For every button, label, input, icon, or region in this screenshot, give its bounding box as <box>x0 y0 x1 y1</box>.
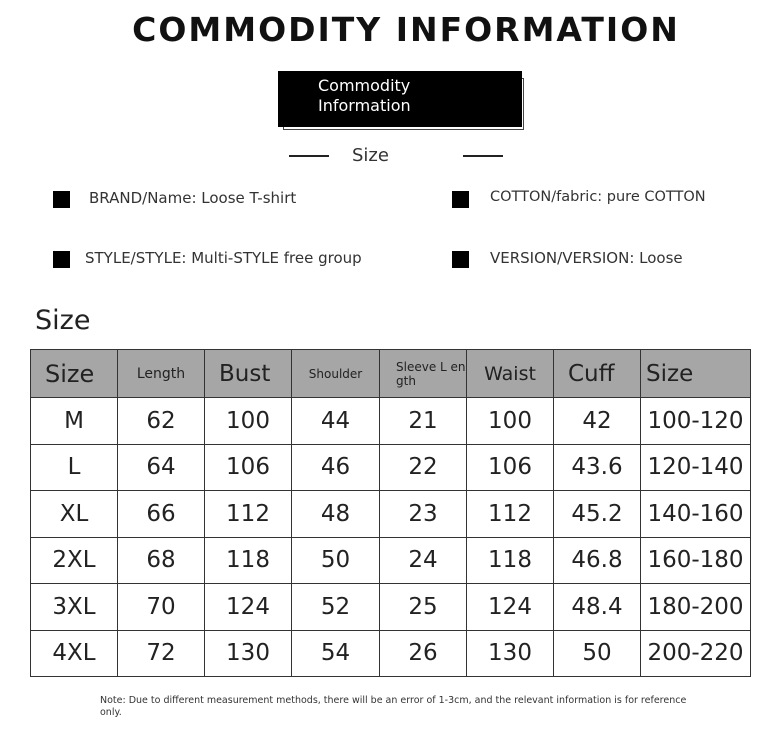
table-cell: 50 <box>554 630 641 677</box>
table-cell: 118 <box>205 537 292 584</box>
table-cell: 64 <box>118 444 205 491</box>
column-header-length: Length <box>118 350 205 398</box>
table-cell: 2XL <box>31 537 118 584</box>
bullet-square-icon <box>452 191 469 208</box>
table-cell: 45.2 <box>554 491 641 538</box>
column-header-size: Size <box>31 350 118 398</box>
table-row <box>31 537 751 584</box>
table-cell: 21 <box>380 398 467 445</box>
table-cell: 46 <box>292 444 380 491</box>
attribute-brand: BRAND/Name: Loose T-shirt <box>89 189 297 207</box>
table-header-row <box>31 350 751 398</box>
table-cell: 130 <box>467 630 554 677</box>
divider-rule-right <box>463 155 503 157</box>
label-line-1: Commodity <box>318 76 411 95</box>
table-cell: 180-200 <box>641 584 751 631</box>
table-cell: 66 <box>118 491 205 538</box>
table-cell: 22 <box>380 444 467 491</box>
table-cell: M <box>31 398 118 445</box>
table-cell: 124 <box>467 584 554 631</box>
column-header-height: Size <box>641 350 751 398</box>
table-cell: 140-160 <box>641 491 751 538</box>
table-cell: 43.6 <box>554 444 641 491</box>
table-cell: 120-140 <box>641 444 751 491</box>
table-row <box>31 398 751 445</box>
table-cell: 46.8 <box>554 537 641 584</box>
attribute-version: VERSION/VERSION: Loose <box>490 249 683 267</box>
table-cell: 68 <box>118 537 205 584</box>
table-cell: 23 <box>380 491 467 538</box>
column-header-waist: Waist <box>467 350 554 398</box>
table-cell: 42 <box>554 398 641 445</box>
table-cell: 50 <box>292 537 380 584</box>
column-header-bust: Bust <box>205 350 292 398</box>
bullet-square-icon <box>53 191 70 208</box>
table-cell: 48.4 <box>554 584 641 631</box>
table-cell: 112 <box>467 491 554 538</box>
table-cell: 124 <box>205 584 292 631</box>
table-cell: 48 <box>292 491 380 538</box>
table-cell: 100 <box>467 398 554 445</box>
table-cell: 52 <box>292 584 380 631</box>
table-cell: 4XL <box>31 630 118 677</box>
table-cell: 106 <box>205 444 292 491</box>
page-title: COMMODITY INFORMATION <box>132 10 680 49</box>
bullet-square-icon <box>452 251 469 268</box>
bullet-square-icon <box>53 251 70 268</box>
table-cell: 106 <box>467 444 554 491</box>
measurement-note: Note: Due to different measurement methods, there will be an error of 1-3cm, and the relevant information is for reference only. <box>100 695 687 718</box>
table-cell: 118 <box>467 537 554 584</box>
table-cell: 72 <box>118 630 205 677</box>
column-header-cuff: Cuff <box>554 350 641 398</box>
size-table <box>30 349 751 677</box>
divider-label: Size <box>352 145 389 166</box>
table-row <box>31 630 751 677</box>
attribute-style: STYLE/STYLE: Multi-STYLE free group <box>85 249 362 267</box>
table-cell: 3XL <box>31 584 118 631</box>
table-cell: 24 <box>380 537 467 584</box>
table-cell: 100 <box>205 398 292 445</box>
table-cell: 112 <box>205 491 292 538</box>
table-cell: 25 <box>380 584 467 631</box>
table-cell: 54 <box>292 630 380 677</box>
table-row <box>31 444 751 491</box>
divider-rule-left <box>289 155 329 157</box>
table-cell: 62 <box>118 398 205 445</box>
commodity-information-label <box>278 71 522 127</box>
table-cell: 200-220 <box>641 630 751 677</box>
table-cell: 100-120 <box>641 398 751 445</box>
table-cell: 26 <box>380 630 467 677</box>
table-cell: L <box>31 444 118 491</box>
column-header-sleeve-length: Sleeve L ength <box>380 350 467 398</box>
table-row <box>31 584 751 631</box>
table-cell: 130 <box>205 630 292 677</box>
size-section-heading: Size <box>35 305 91 336</box>
table-cell: 44 <box>292 398 380 445</box>
label-line-2: Information <box>318 96 411 115</box>
table-cell: 160-180 <box>641 537 751 584</box>
table-row <box>31 491 751 538</box>
column-header-shoulder: Shoulder <box>292 350 380 398</box>
attribute-fabric: COTTON/fabric: pure COTTON <box>490 189 706 205</box>
table-cell: XL <box>31 491 118 538</box>
table-cell: 70 <box>118 584 205 631</box>
